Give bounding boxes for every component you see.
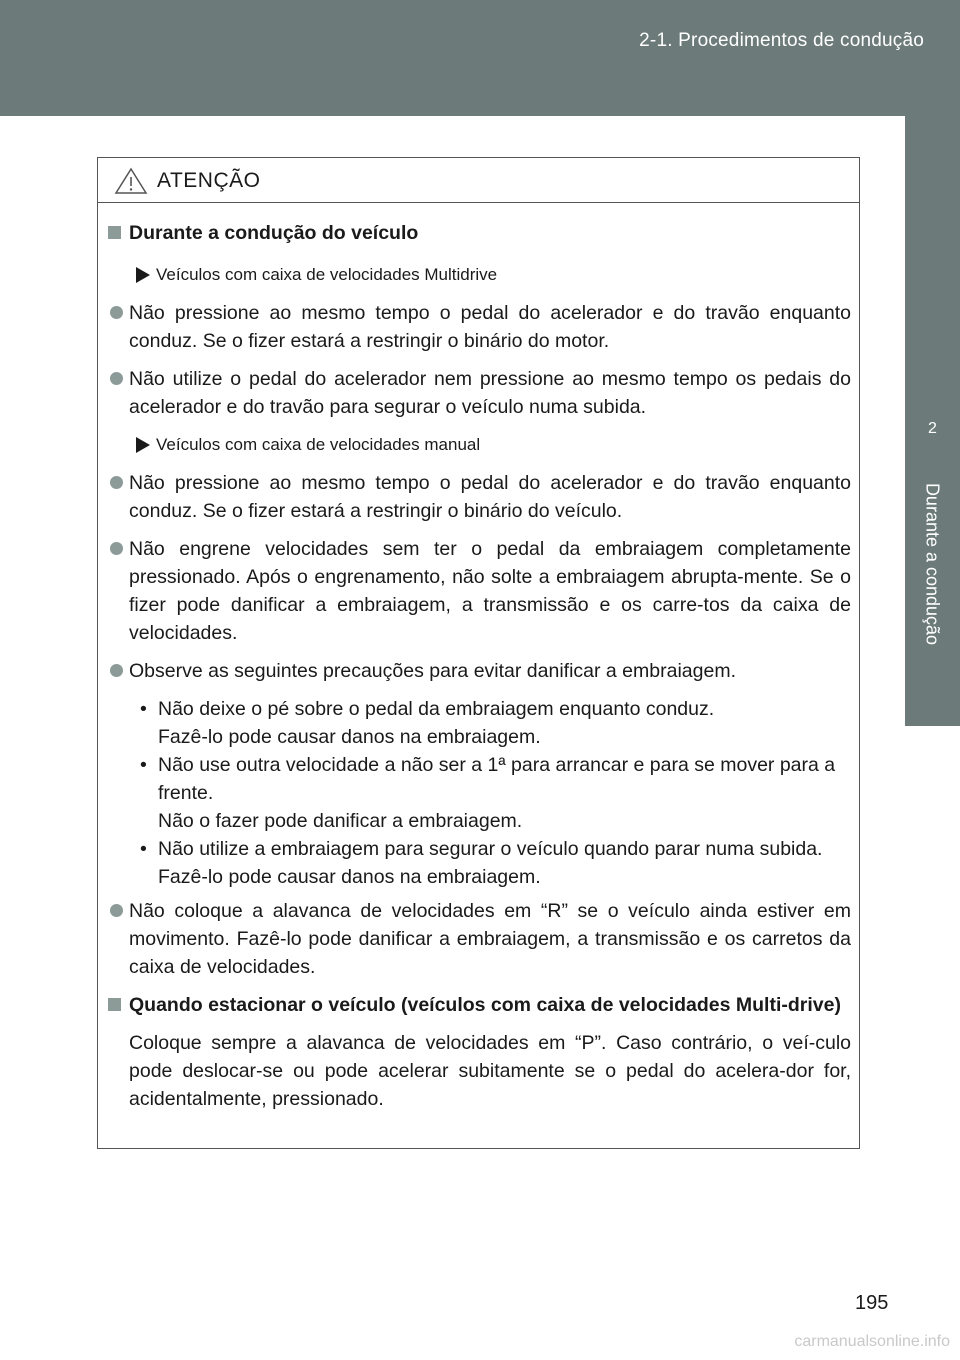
chapter-tab-label-band [905,402,960,726]
chapter-tab [905,116,960,1356]
round-bullet-icon [110,372,123,385]
round-bullet-icon [110,664,123,677]
chapter-label: Durante a condução [922,482,943,646]
section-heading: Quando estacionar o veículo (veículos com caixa de velocidades Multi-drive) [108,991,851,1019]
list-item: Observe as seguintes precauções para evitar danificar a embraiagem. [108,657,851,685]
list-item: Não pressione ao mesmo tempo o pedal do acelerador e do travão enquanto conduz. Se o fizer estará a restringir o binário do veículo. [108,469,851,525]
warning-triangle-icon [114,167,148,195]
round-bullet-icon [110,542,123,555]
list-item: Não utilize o pedal do acelerador nem pressione ao mesmo tempo os pedais do acelerador e do travão para segurar o veículo numa subida. [108,365,851,421]
section-heading: Durante a condução do veículo [108,219,851,247]
square-bullet-icon [108,998,121,1011]
list-item: Não pressione ao mesmo tempo o pedal do acelerador e do travão enquanto conduz. Se o fizer estará a restringir o binário do motor. [108,299,851,355]
chapter-number: 2 [928,420,937,437]
round-bullet-icon [110,904,123,917]
sub-list-item: • Não use outra velocidade a não ser a 1ª para arrancar e para se mover para a frente. Não o fazer pode danificar a embraiagem. [140,754,836,832]
section-title: 2-1. Procedimentos de condução [639,30,924,51]
warning-header [98,158,859,203]
chapter-tab-top [905,116,960,402]
warning-title: ATENÇÃO [157,169,261,192]
square-bullet-icon [108,226,121,239]
round-bullet-icon [110,476,123,489]
list-item: Não coloque a alavanca de velocidades em “R” se o veículo ainda estiver em movimento. Fazê-lo pode danificar a embraiagem, a transmissão e os carretos da caixa de velocidades. [108,897,851,981]
warning-box [97,157,860,1149]
triangle-right-icon [136,267,150,283]
condition-label: Veículos com caixa de velocidades Multidrive [136,261,851,289]
round-bullet-icon [110,306,123,319]
triangle-right-icon [136,437,150,453]
sub-list-item: • Não utilize a embraiagem para segurar o veículo quando parar numa subida. Fazê-lo pode causar danos na embraiagem. [140,838,823,888]
list-item: Não engrene velocidades sem ter o pedal da embraiagem completamente pressionado. Após o engrenamento, não solte a embraiagem abrupta-mente. Se o fizer pode danificar a embraiagem, a transmissão e os carre-tos da caixa de velocidades. [108,535,851,647]
sub-list-item: • Não deixe o pé sobre o pedal da embraiagem enquanto conduz. Fazê-lo pode causar danos na embraiagem. [140,698,715,748]
condition-label: Veículos com caixa de velocidades manual [136,431,851,459]
watermark: carmanualsonline.info [794,1333,950,1350]
header-band [0,0,960,116]
section-paragraph: Coloque sempre a alavanca de velocidades em “P”. Caso contrário, o veí-culo pode deslocar-se ou pode acelerar subitamente se o pedal do acelera-dor for, acidentalmente, pressionado. [129,1032,851,1110]
page-number: 195 [855,1292,889,1314]
warning-content [98,203,859,1113]
